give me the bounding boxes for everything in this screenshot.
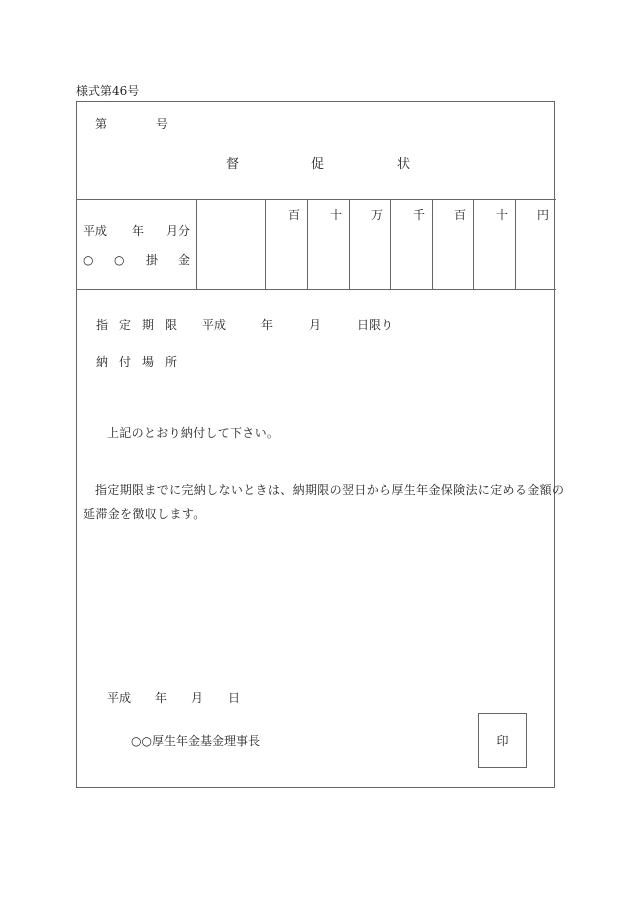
item-circle-1: ○ <box>83 253 94 267</box>
issuer-name: ○○厚生年金基金理事長 <box>131 734 260 748</box>
title-char-2: 促 <box>311 157 325 172</box>
deadline-label-char: 限 <box>165 318 178 332</box>
period-month: 月分 <box>166 224 191 238</box>
digit-hyaku-man: 百 <box>288 208 301 222</box>
issue-date-day: 日 <box>228 691 241 705</box>
payment-place-label-char: 場 <box>142 355 155 369</box>
issue-date-year: 年 <box>155 691 168 705</box>
column-divider <box>307 199 308 289</box>
payment-place-label-char: 納 <box>96 355 109 369</box>
notice-text-line2: 延滞金を徴収します。 <box>83 507 206 521</box>
payment-place-label-char: 所 <box>165 355 178 369</box>
deadline-era: 平成 <box>202 318 227 332</box>
digit-sen: 千 <box>413 208 426 222</box>
seal-label: 印 <box>496 734 509 748</box>
column-divider <box>265 199 266 289</box>
digit-juu: 十 <box>496 208 509 222</box>
notice-form-box <box>76 101 555 788</box>
digit-juu-man: 十 <box>330 208 343 222</box>
number-prefix: 第 <box>95 117 108 131</box>
column-divider <box>196 199 197 289</box>
digit-hyaku: 百 <box>454 208 467 222</box>
divider <box>76 289 556 290</box>
digit-en: 円 <box>537 208 550 222</box>
payment-place-label-char: 付 <box>119 355 132 369</box>
column-divider <box>432 199 433 289</box>
digit-man: 万 <box>371 208 384 222</box>
item-kin: 金 <box>178 253 191 267</box>
item-kake: 掛 <box>146 253 159 267</box>
seal-box <box>478 713 527 768</box>
column-divider <box>473 199 474 289</box>
deadline-year: 年 <box>261 318 274 332</box>
deadline-label-char: 指 <box>96 318 109 332</box>
issue-date-era: 平成 <box>107 691 132 705</box>
notice-text-line1: 指定期限までに完納しないときは、納期限の翌日から厚生年金保険法に定める金額の <box>95 483 565 497</box>
deadline-label-char: 期 <box>142 318 155 332</box>
deadline-label-char: 定 <box>119 318 132 332</box>
period-year: 年 <box>132 224 145 238</box>
instruction-text: 上記のとおり納付して下さい。 <box>107 426 280 440</box>
title-char-1: 督 <box>226 157 240 172</box>
column-divider <box>349 199 350 289</box>
issue-date-month: 月 <box>191 691 204 705</box>
number-suffix: 号 <box>156 117 169 131</box>
item-circle-2: ○ <box>114 253 125 267</box>
deadline-month: 月 <box>309 318 322 332</box>
title-char-3: 状 <box>397 157 411 172</box>
divider <box>76 199 556 200</box>
column-divider <box>515 199 516 289</box>
form-number: 様式第46号 <box>76 84 140 98</box>
period-era: 平成 <box>83 224 108 238</box>
deadline-day: 日限り <box>357 318 394 332</box>
column-divider <box>390 199 391 289</box>
